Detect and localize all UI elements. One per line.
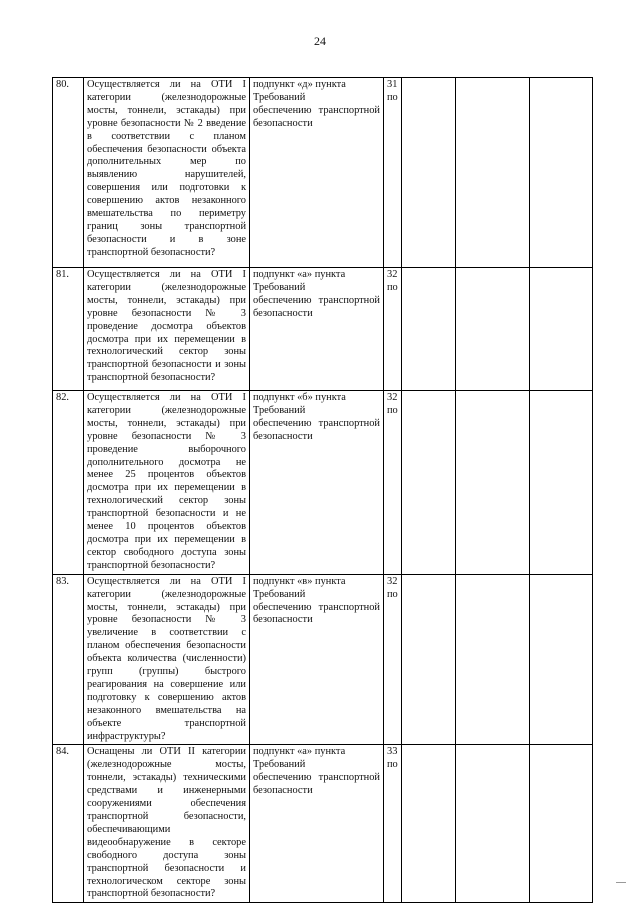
answer-yes-cell[interactable]	[402, 574, 456, 745]
reference-po: по	[387, 281, 398, 293]
answer-no-cell[interactable]	[456, 745, 530, 903]
reference-doc: Требований	[253, 281, 306, 293]
table-row	[53, 574, 593, 745]
reference-doc: Требований	[253, 588, 306, 600]
row-number: 84.	[53, 745, 84, 903]
requirement-reference	[250, 745, 384, 903]
reference-point: 31	[387, 79, 398, 90]
answer-yes-cell[interactable]	[402, 268, 456, 391]
reference-point: 32	[387, 392, 398, 403]
reference-subitem: подпункт «а» пункта	[253, 269, 346, 280]
requirement-reference	[250, 574, 384, 745]
notes-cell[interactable]	[530, 574, 593, 745]
question-text: Осуществляется ли на ОТИ I категории (железнодорожные мосты, тоннели, эстакады) при уровне безопасности № 3 проведение выборочного дополнительного досмотра не менее 25 процентов объектов досмотра при их перемещении в технологический сектор зоны транспортной безопасности и не менее 10 процентов объектов досмотра при их перемещении в сектор свободного доступа зоны транспортной безопасности?	[84, 391, 250, 575]
reference-po: по	[387, 91, 398, 103]
table-row	[53, 268, 593, 391]
reference-tail: обеспечению транспортной безопасности	[253, 104, 380, 129]
reference-subitem: подпункт «в» пункта	[253, 575, 346, 587]
requirement-reference	[250, 268, 384, 391]
reference-point-cell	[384, 391, 402, 575]
reference-point-cell	[384, 268, 402, 391]
question-text: Осуществляется ли на ОТИ I категории (железнодорожные мосты, тоннели, эстакады) при уровне безопасности № 3 увеличение в соответствии с планом обеспечения безопасности объекта количества (численности) групп (группы) быстрого реагирования на совершение или подготовку к совершению актов незаконного вмешательства на объекте транспортной инфраструктуры?	[84, 574, 250, 745]
reference-doc: Требований	[253, 91, 306, 103]
answer-yes-cell[interactable]	[402, 745, 456, 903]
reference-point: 33	[387, 746, 398, 758]
reference-subitem: подпункт «д» пункта	[253, 79, 346, 90]
checklist-table	[52, 77, 593, 903]
reference-doc: Требований	[253, 759, 306, 771]
reference-point: 32	[387, 269, 398, 280]
reference-po: по	[387, 588, 398, 600]
row-number: 81.	[53, 268, 84, 391]
reference-doc: Требований	[253, 404, 306, 416]
reference-subitem: подпункт «а» пункта	[253, 746, 346, 758]
notes-cell[interactable]	[530, 391, 593, 575]
requirement-reference	[250, 78, 384, 268]
row-number: 83.	[53, 574, 84, 745]
question-text: Осуществляется ли на ОТИ I категории (железнодорожные мосты, тоннели, эстакады) при уровне безопасности № 2 введение в соответствии с планом обеспечения безопасности объекта дополнительных мер по выявлению нарушителей, совершения или подготовки к совершению актов незаконного вмешательства по периметру границ зоны транспортной безопасности и в зоне транспортной безопасности?	[84, 78, 250, 268]
notes-cell[interactable]	[530, 78, 593, 268]
scan-mark	[616, 882, 626, 883]
page-number: 24	[314, 34, 326, 48]
notes-cell[interactable]	[530, 268, 593, 391]
answer-yes-cell[interactable]	[402, 391, 456, 575]
table-row	[53, 391, 593, 575]
answer-no-cell[interactable]	[456, 78, 530, 268]
answer-no-cell[interactable]	[456, 574, 530, 745]
reference-point: 32	[387, 575, 398, 587]
question-text: Осуществляется ли на ОТИ I категории (железнодорожные мосты, тоннели, эстакады) при уровне безопасности № 3 проведение досмотра объектов досмотра при их перемещении в технологический сектор зоны транспортной безопасности и зоны транспортной безопасности?	[84, 268, 250, 391]
notes-cell[interactable]	[530, 745, 593, 903]
reference-tail: обеспечению транспортной безопасности	[253, 772, 380, 797]
row-number: 82.	[53, 391, 84, 575]
question-text: Оснащены ли ОТИ II категории (железнодорожные мосты, тоннели, эстакады) техническими средствами и инженерными сооружениями обеспечения транспортной безопасности, обеспечивающими видеообнаружение в секторе свободного доступа зоны транспортной безопасности и технологическом секторе зоны транспортной безопасности?	[84, 745, 250, 903]
reference-point-cell	[384, 574, 402, 745]
reference-tail: обеспечению транспортной безопасности	[253, 294, 380, 319]
answer-yes-cell[interactable]	[402, 78, 456, 268]
table-row	[53, 78, 593, 268]
row-number: 80.	[53, 78, 84, 268]
reference-point-cell	[384, 78, 402, 268]
requirement-reference	[250, 391, 384, 575]
reference-tail: обеспечению транспортной безопасности	[253, 601, 380, 626]
reference-point-cell	[384, 745, 402, 903]
answer-no-cell[interactable]	[456, 391, 530, 575]
reference-tail: обеспечению транспортной безопасности	[253, 417, 380, 442]
answer-no-cell[interactable]	[456, 268, 530, 391]
reference-po: по	[387, 404, 398, 416]
table-row	[53, 745, 593, 903]
reference-po: по	[387, 759, 398, 771]
reference-subitem: подпункт «б» пункта	[253, 392, 346, 403]
